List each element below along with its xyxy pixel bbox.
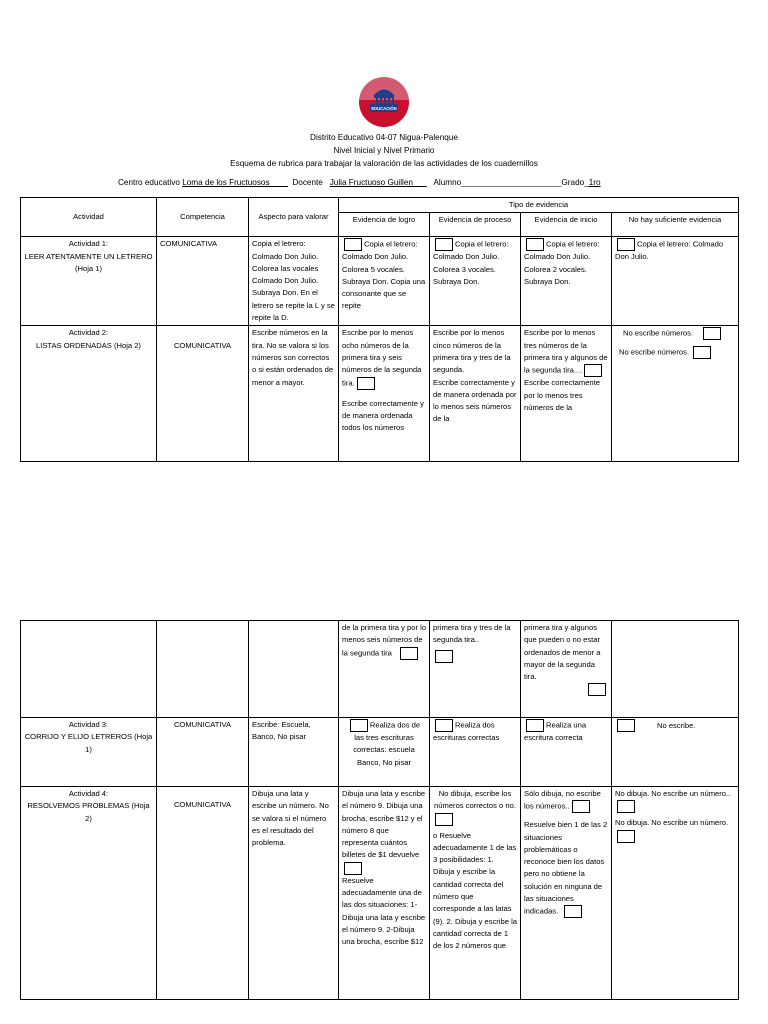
activity-name: LISTAS ORDENADAS (Hoja 2) (36, 340, 141, 350)
document-header (0, 131, 768, 170)
logro-cell (339, 718, 430, 787)
inicio-checkbox[interactable] (588, 683, 606, 696)
logro-text-a: Dibuja una lata y escribe el número 9. Dibuja una brocha, escribe $12 y el número 8 que representa cuántos billetes de $1 devuelve (342, 789, 426, 860)
proceso-cell (430, 237, 521, 326)
aspecto-cell: Escribe: Escuela, Banco, No pisar (249, 718, 339, 787)
no-hay-text-b: No dibuja. No escribe un número. (615, 818, 729, 828)
proceso-cell (430, 787, 521, 1000)
docente-value: Julia Fructuoso Guillen (329, 178, 413, 187)
competencia-cell: COMUNICATIVA (157, 326, 249, 462)
activity-name: CORRIJO Y ELIJO LETREROS (Hoja 1) (24, 732, 153, 754)
inicio-cell (521, 621, 612, 718)
inicio-checkbox[interactable] (584, 364, 602, 377)
activity-name: LEER ATENTAMENTE UN LETRERO (Hoja 1) (24, 251, 153, 273)
activity-title: Actividad 4: (68, 789, 109, 798)
no-hay-checkbox-a[interactable] (617, 800, 635, 813)
district-line: Distrito Educativo 04-07 Nigua-Palenque (310, 133, 458, 142)
no-hay-cell (612, 326, 739, 462)
aspecto-cell: Dibuja una lata y escribe un número. No se valora si el número es el resultado del problema. (249, 787, 339, 1000)
no-hay-checkbox-b[interactable] (693, 346, 711, 359)
aspecto-cell (249, 621, 339, 718)
activity-cell (21, 621, 157, 718)
activity-title: Actividad 2: (68, 328, 109, 338)
inicio-checkbox-a[interactable] (572, 800, 590, 813)
inicio-cell (521, 787, 612, 1000)
inicio-text: Copia el letrero: Colmado Don Julio. Colorea 2 vocales. Subraya Don. (524, 239, 600, 286)
header-competencia: Competencia (157, 198, 249, 237)
alumno-label: Alumno (433, 178, 462, 187)
level-line: Nivel Inicial y Nivel Primario (333, 146, 435, 155)
inicio-text-b: Escribe correctamente por lo menos tres números de la (524, 378, 600, 412)
no-hay-text: No escribe. (657, 720, 696, 730)
logro-checkbox[interactable] (350, 719, 368, 732)
activity-cell (21, 718, 157, 787)
proceso-text-b: o Resuelve adecuadamente 1 de las 3 posibilidades: 1. Dibuja y escribe la cantidad correcta del número que corresponde a las latas (9). 2. Dibuja y escribe la cantidad correcta de 1 de los 2 números que (433, 830, 517, 951)
logro-checkbox[interactable] (400, 647, 418, 660)
proceso-text-a: No dibuja, escribe los números correctos o no. (434, 789, 516, 811)
proceso-checkbox[interactable] (435, 650, 453, 663)
table-row-activity-1 (21, 237, 739, 326)
logro-checkbox[interactable] (344, 862, 362, 875)
header-logro: Evidencia de logro (339, 213, 430, 237)
proceso-text: Copia el letrero: Colmado Don Julio. Colorea 3 vocales. Subraya Don. (433, 239, 509, 286)
logo-text: EDUCACIÓN (371, 106, 397, 111)
logro-cell (339, 787, 430, 1000)
no-hay-checkbox[interactable] (617, 238, 635, 251)
activity-title: Actividad 3: (68, 720, 109, 729)
inicio-text-b: Resuelve bien 1 de las 2 situaciones problemáticas o reconoce bien los datos pero no obtiene la solución en ninguna de las situaciones indicadas. (524, 820, 608, 916)
logro-text-b: Resuelve adecuadamente una de las dos situaciones: 1- Dibuja una lata y escribe el número 9. 2-Dibuja una brocha, escribe $12 (342, 875, 426, 947)
header-no-hay: No hay suficiente evidencia (612, 213, 739, 237)
competencia-cell (157, 621, 249, 718)
no-hay-checkbox-a[interactable] (703, 327, 721, 340)
logro-text: Realiza dos de las tres escrituras correctas: escuela Banco, No pisar (353, 720, 421, 767)
header-inicio: Evidencia de inicio (521, 213, 612, 237)
header-tipo-evidencia: Tipo de evidencia (339, 198, 739, 213)
no-hay-cell (612, 718, 739, 787)
logro-text: Copia el letrero: Colmado Don Julio. Colorea 5 vocales. Subraya Don. Copia una consonante que se repite (342, 239, 426, 311)
proceso-checkbox[interactable] (435, 813, 453, 826)
inicio-text-a: Escribe por lo menos tres números de la primera tira y algunos de la segunda tira.... (524, 328, 608, 375)
proceso-cell (430, 621, 521, 718)
activity-cell (21, 237, 157, 326)
grado-value: 1ro (588, 178, 601, 187)
proceso-cell (430, 326, 521, 462)
no-hay-checkbox-b[interactable] (617, 830, 635, 843)
inicio-text-a: Sólo dibuja, no escribe los números.. (524, 789, 601, 811)
activity-cell (21, 787, 157, 1000)
inicio-checkbox-b[interactable] (564, 905, 582, 918)
scheme-line: Esquema de rubrica para trabajar la valoración de las actividades de los cuadernillos (230, 159, 538, 168)
logro-text-a: Escribe por lo menos ocho números de la primera tira y seis números de la segunda tira. (342, 328, 422, 388)
logro-cell (339, 621, 430, 718)
no-hay-text-a: No escribe números. (623, 328, 694, 338)
centro-value: Loma de los Fructuosos (182, 178, 270, 187)
proceso-text: primera tira y tres de la segunda tira.. (433, 623, 511, 645)
inicio-cell (521, 237, 612, 326)
table-row-activity-4 (21, 787, 739, 1000)
rubric-table-part1 (20, 197, 739, 462)
competencia-cell: COMUNICATIVA (157, 718, 249, 787)
inicio-cell (521, 718, 612, 787)
logro-cell (339, 326, 430, 462)
inicio-text: primera tira y algunos que pueden o no estar ordenados de menor a mayor de la segunda tira. (524, 623, 601, 682)
proceso-cell (430, 718, 521, 787)
table-row-activity-3 (21, 718, 739, 787)
inicio-cell (521, 326, 612, 462)
inicio-text: Realiza una escritura correcta (524, 720, 587, 742)
aspecto-cell: Escribe números en la tira. No se valora si los números son correctos o si están ordenados de menor a mayor. (249, 326, 339, 462)
activity-name: RESOLVEMOS PROBLEMAS (Hoja 2) (27, 801, 150, 823)
inicio-checkbox[interactable] (526, 719, 544, 732)
header-actividad: Actividad (21, 198, 157, 237)
info-line: Centro educativo Loma de los Fructuosos____ Docente Julia Fructuoso Guillen___ Alumno______________________Grado_1ro (118, 178, 601, 187)
header-proceso: Evidencia de proceso (430, 213, 521, 237)
rubric-table-part2 (20, 620, 739, 1000)
header-aspecto: Aspecto para valorar (249, 198, 339, 237)
docente-label: Docente (292, 178, 323, 187)
education-logo (358, 76, 410, 128)
proceso-text-a: Escribe por lo menos cinco números de la primera tira y tres de la segunda. (433, 328, 511, 375)
aspecto-cell: Copia el letrero: Colmado Don Julio. Colorea las vocales Colmado Don Julio. Subraya Don. En el letrero se repite la L y se repite la D. (249, 237, 339, 326)
logro-cell (339, 237, 430, 326)
no-hay-cell (612, 787, 739, 1000)
logro-checkbox[interactable] (344, 238, 362, 251)
no-hay-cell (612, 621, 739, 718)
activity-cell (21, 326, 157, 462)
no-hay-cell (612, 237, 739, 326)
logro-checkbox[interactable] (357, 377, 375, 390)
inicio-checkbox[interactable] (526, 238, 544, 251)
no-hay-text-a: No dibuja. No escribe un número.. (615, 789, 731, 798)
logro-text: de la primera tira y por lo menos seis números de la segunda tira (342, 623, 426, 658)
table-row-activity-2 (21, 326, 739, 462)
grado-label: Grado (561, 178, 585, 187)
competencia-cell: COMUNICATIVA (157, 237, 249, 326)
table-row-activity-2-continued (21, 621, 739, 718)
activity-title: Actividad 1: (68, 239, 109, 249)
no-hay-checkbox[interactable] (617, 719, 635, 732)
logro-text-b: Escribe correctamente y de manera ordenada todos los números (342, 398, 424, 433)
centro-label: Centro educativo (118, 178, 180, 187)
no-hay-text-b: No escribe números. (619, 347, 690, 357)
proceso-text: Realiza dos escrituras correctas (433, 720, 500, 742)
proceso-text-b: Escribe correctamente y de manera ordenada por lo menos seis números de la (433, 377, 517, 424)
competencia-cell: COMUNICATIVA (157, 787, 249, 1000)
no-hay-text: Copia el letrero: Colmado Don Julio. (615, 239, 724, 262)
proceso-checkbox[interactable] (435, 719, 453, 732)
proceso-checkbox[interactable] (435, 238, 453, 251)
